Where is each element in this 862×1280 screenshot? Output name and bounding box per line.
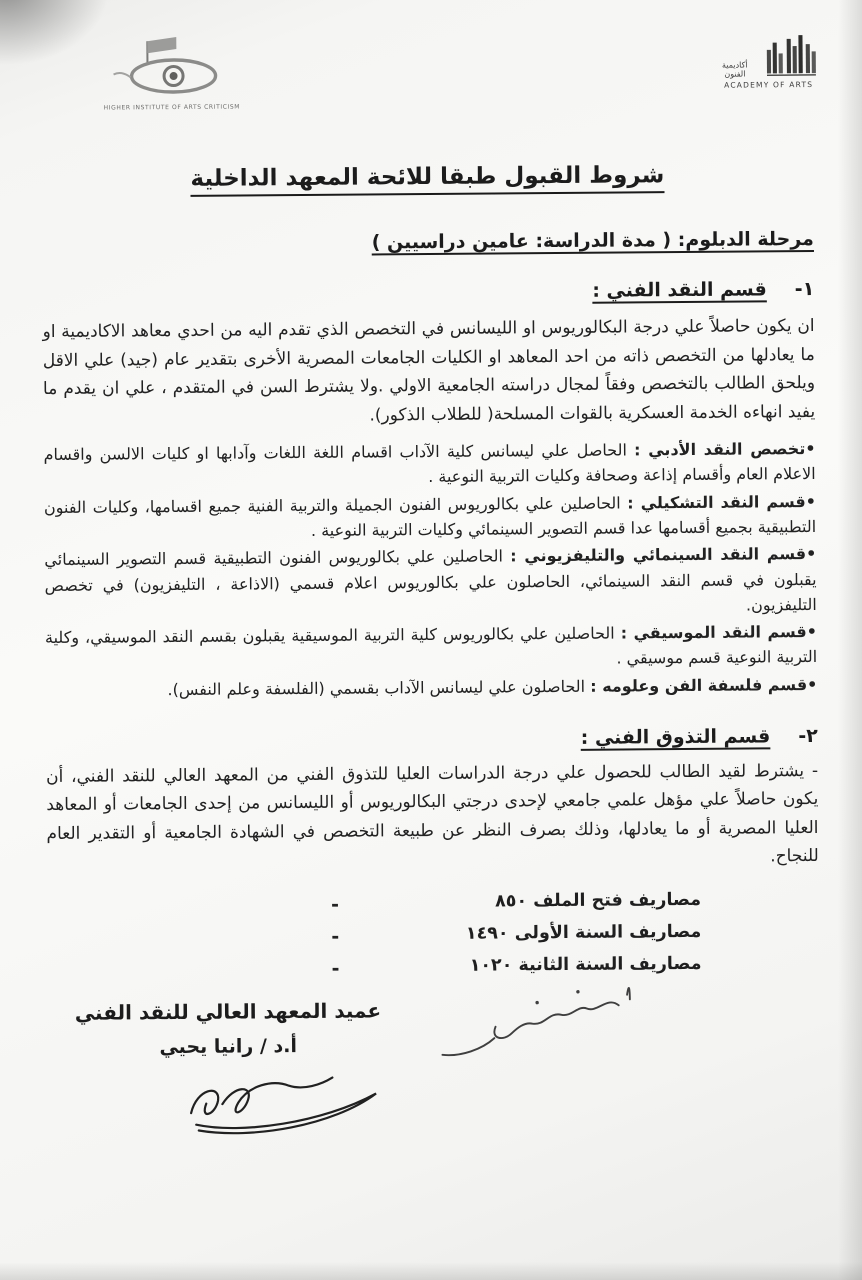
bullet-marker: •	[805, 491, 817, 511]
academy-bars-icon	[761, 31, 825, 79]
bullet-marker: •	[806, 622, 818, 642]
fee-label: مصاريف السنة الأولى	[514, 921, 702, 944]
fee-dash: -	[331, 957, 340, 980]
bullet-item-plastic-criticism	[44, 489, 816, 546]
section-2-paragraph: - يشترط لقيد الطالب للحصول علي درجة الدراسات العليا للتذوق الفني من المعهد العالي للنقد الفني، أن يكون حاصلاً علي مؤهل علمي جامعي لإحدى درجتي البكالوريوس أو الليسانس من إحدى الجامعات أو المعاهد العليا المصرية أو ما يعادلها، وذلك بصرف النظر عن طبيعة التخصص في الشهادة الجامعية أو التقدير العام للنجاح.	[45, 760, 819, 867]
dean-title: عميد المعهد العالي للنقد الفني	[74, 998, 382, 1025]
institute-logo-caption: HIGHER INSTITUTE OF ARTS CRITICISM	[103, 103, 241, 112]
diploma-stage-line: مرحلة الدبلوم: ( مدة الدراسة: عامين دراسيين )	[371, 227, 814, 254]
fee-dash: -	[331, 925, 340, 948]
dean-signature-block	[60, 998, 396, 1059]
fee-text	[470, 954, 702, 976]
dean-name: أ.د / رانيا يحيي	[159, 1035, 298, 1059]
academy-logo	[712, 31, 824, 90]
bullet-label: قسم النقد الموسيقي :	[620, 622, 807, 643]
institute-logo	[96, 35, 247, 111]
bullet-item-literary-criticism	[43, 436, 815, 493]
dean-handwritten-signature	[174, 1060, 419, 1147]
section-2-number: ٢-	[798, 724, 818, 747]
fee-text	[495, 890, 701, 912]
bullet-marker: •	[806, 544, 817, 564]
bullet-text: الحاصل علي ليسانس كلية الآداب اقسام اللغة اللغات وآدابها او كليات الالسن واقسام الاعلام العام وأقسام إذاعة وصحافة وكليات التربية النوعية .	[43, 440, 816, 487]
fee-text	[466, 922, 702, 944]
fee-row-second-year	[47, 953, 819, 989]
fee-row-first-year	[47, 921, 819, 957]
fee-dash: -	[330, 893, 340, 916]
fee-amount: ١٠٢٠	[469, 955, 513, 976]
bullet-text: الحاصلين علي بكالوريوس الفنون التطبيقية قسم التصوير السينمائي يقبلون في قسم النقد السينمائي، الحاصلون علي بكالوريوس اعلام قسمي (الاذاعة ، التليفزيون) في تخصص التليفزيون.	[44, 546, 817, 615]
bullet-label: قسم فلسفة الفن وعلومه :	[590, 674, 808, 696]
institute-eye-emblem-icon	[101, 35, 241, 98]
document-title: شروط القبول طبقا للائحة المعهد الداخلية	[190, 162, 664, 197]
bullet-label: قسم النقد التشكيلي :	[627, 491, 806, 513]
section-1-paragraph: ان يكون حاصلاً علي درجة البكالوريوس او الليسانس في التخصص الذي تقدم اليه من احدي معاهد الاكاديمية او ما يعادلها من التخصص ذاته من احد المعاهد او الكليات الجامعات المصرية الأخرى بتقدير عام (جيد) علي الاقل ويلحق الطالب بالتخصص وفقاً لمجال دراسته الجامعية الاولي .ولا يشترط السن في المتقدم ، علي ان يقدم ما يفيد انهاءه الخدمة العسكرية بالقوات المسلحة( للطلاب الذكور).	[42, 315, 816, 426]
academy-logo-arabic-text: أكاديمية الفنون	[721, 60, 748, 80]
section-1-heading	[42, 278, 814, 306]
section-1-title: قسم النقد الفني :	[592, 278, 767, 302]
section-1-bullet-list	[43, 436, 817, 703]
bullet-label: قسم النقد السينمائي والتليفزيوني :	[510, 544, 807, 566]
fees-list	[47, 889, 820, 989]
bullet-item-art-philosophy	[45, 672, 817, 703]
bullet-item-cinema-tv-criticism	[44, 541, 817, 623]
academy-logo-caption: ACADEMY OF ARTS	[724, 79, 814, 90]
bullet-text: الحاصلون علي ليسانس الآداب بقسمي (الفلسفة وعلم النفس).	[167, 676, 586, 699]
bullet-text: الحاصلين علي بكالوريوس الفنون الجميلة والتربية الفنية جميع اقسامها، وكليات الفنون التطبيقية بجميع أقسامها عدا قسم التصوير السينمائي وكليات التربية النوعية .	[43, 493, 817, 540]
section-1-number: ١-	[794, 277, 815, 301]
fee-amount: ١٤٩٠	[465, 923, 509, 944]
bullet-text: الحاصلين علي بكالوريوس كلية التربية الموسيقية يقبلون بقسم النقد الموسيقي، وكلية التربية النوعية قسم موسيقي .	[44, 623, 818, 668]
bullet-label: تخصص النقد الأدبي :	[634, 439, 806, 460]
document-body	[0, 161, 862, 1138]
bullet-marker: •	[807, 674, 818, 694]
signature-area	[48, 991, 821, 1137]
fee-amount: ٨٥٠	[495, 891, 528, 912]
bullet-marker: •	[805, 439, 816, 459]
fee-label: مصاريف فتح الملف	[533, 889, 702, 912]
bullet-item-music-criticism	[45, 619, 817, 676]
section-2-heading	[46, 725, 818, 753]
section-2-title: قسم التذوق الفني :	[580, 725, 771, 749]
fee-row-file-opening	[47, 889, 819, 925]
fee-label: مصاريف السنة الثانية	[518, 953, 702, 976]
letterhead	[0, 0, 859, 112]
